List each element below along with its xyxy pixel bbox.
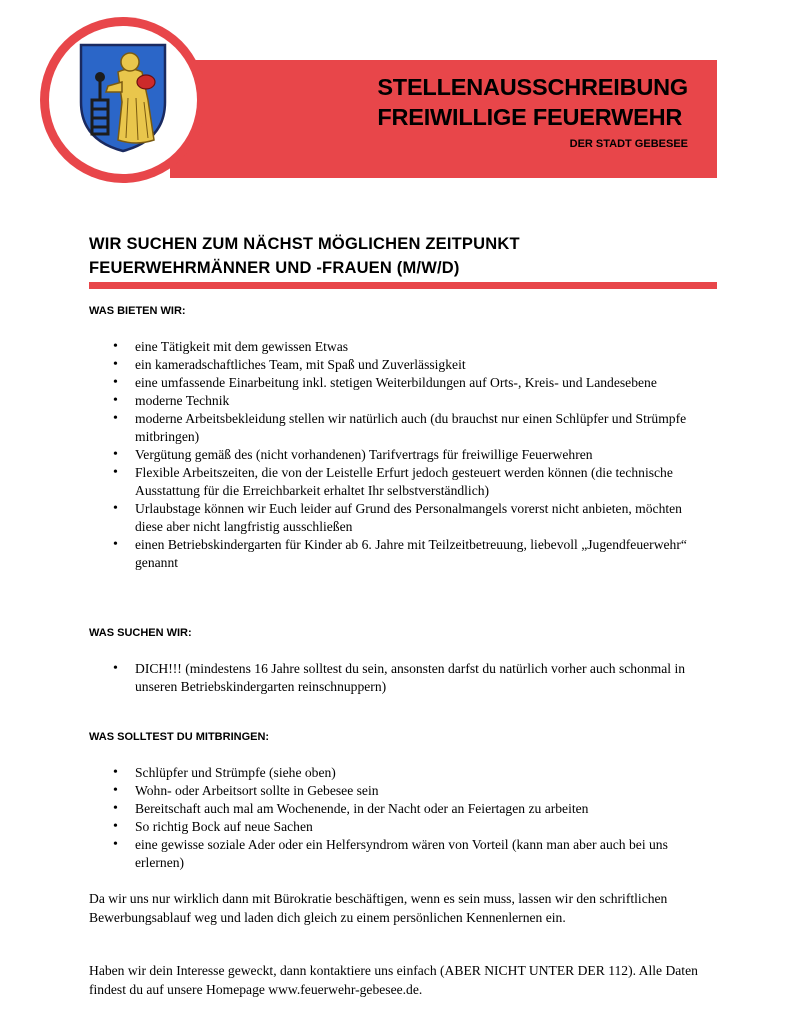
- headline-line-2: FEUERWEHRMÄNNER UND -FRAUEN (M/W/D): [89, 259, 460, 277]
- section-label-offer: WAS BIETEN WIR:: [89, 305, 186, 317]
- list-item: • moderne Technik: [89, 392, 709, 410]
- list-item: • Schlüpfer und Strümpfe (siehe oben): [89, 764, 709, 782]
- headline-line-1: WIR SUCHEN ZUM NÄCHST MÖGLICHEN ZEITPUNKT: [89, 235, 520, 253]
- list-item: • Urlaubstage können wir Euch leider auf Grund des Personalmangels vorerst nicht anbieten, möchten diese aber nicht langfristig ausschließen: [89, 500, 709, 536]
- list-item: • So richtig Bock auf neue Sachen: [89, 818, 709, 836]
- page-title: [377, 72, 688, 132]
- coat-of-arms-icon: [78, 42, 168, 154]
- list-item: • Bereitschaft auch mal am Wochenende, in der Nacht oder an Feiertagen zu arbeiten: [89, 800, 709, 818]
- header-banner: [170, 60, 717, 178]
- list-item: • DICH!!! (mindestens 16 Jahre solltest du sein, ansonsten darfst du natürlich vorher auch schonmal in unseren Betriebskindergarten reinschnuppern): [89, 660, 709, 696]
- section-label-seek: WAS SUCHEN WIR:: [89, 627, 192, 639]
- headline: [89, 232, 520, 280]
- list-item: • einen Betriebskindergarten für Kinder ab 6. Jahre mit Teilzeitbetreuung, liebevoll „Jugendfeuerwehr“ genannt: [89, 536, 709, 572]
- list-item: • Flexible Arbeitszeiten, die von der Leistelle Erfurt jedoch gesteuert werden können (die technische Ausstattung für die Erreichbarkeit erhaltet Ihr selbstverständlich): [89, 464, 709, 500]
- offer-list: [89, 338, 709, 572]
- list-item: • Vergütung gemäß des (nicht vorhandenen) Tarifvertrags für freiwillige Feuerwehren: [89, 446, 709, 464]
- bring-list: [89, 764, 709, 872]
- list-item: • moderne Arbeitsbekleidung stellen wir natürlich auch (du brauchst nur einen Schlüpfer und Strümpfe mitbringen): [89, 410, 709, 446]
- title-line-1: STELLENAUSSCHREIBUNG: [377, 74, 688, 100]
- list-item: • Wohn- oder Arbeitsort sollte in Gebesee sein: [89, 782, 709, 800]
- title-line-2: FREIWILLIGE FEUERWEHR: [377, 104, 683, 130]
- list-item: • eine umfassende Einarbeitung inkl. stetigen Weiterbildungen auf Orts-, Kreis- und Landesebene: [89, 374, 709, 392]
- page-subtitle: DER STADT GEBESEE: [569, 138, 688, 150]
- closing-paragraph-2: Haben wir dein Interesse geweckt, dann kontaktiere uns einfach (ABER NICHT UNTER DER 112). Alle Daten findest du auf unsere Homepage www.feuerwehr-gebesee.de.: [89, 963, 698, 997]
- list-item: • eine Tätigkeit mit dem gewissen Etwas: [89, 338, 709, 356]
- list-item: • ein kameradschaftliches Team, mit Spaß und Zuverlässigkeit: [89, 356, 709, 374]
- closing-paragraph-1: Da wir uns nur wirklich dann mit Bürokratie beschäftigen, wenn es sein muss, lassen wir den schriftlichen Bewerbungsablauf weg und laden dich gleich zu einem persönlichen Kennenlernen ein.: [89, 891, 668, 925]
- section-label-bring: WAS SOLLTEST DU MITBRINGEN:: [89, 731, 270, 743]
- list-item: • eine gewisse soziale Ader oder ein Helfersyndrom wären von Vorteil (kann man aber auch bei uns erlernen): [89, 836, 709, 872]
- seek-list: [89, 660, 709, 696]
- divider: [89, 282, 717, 289]
